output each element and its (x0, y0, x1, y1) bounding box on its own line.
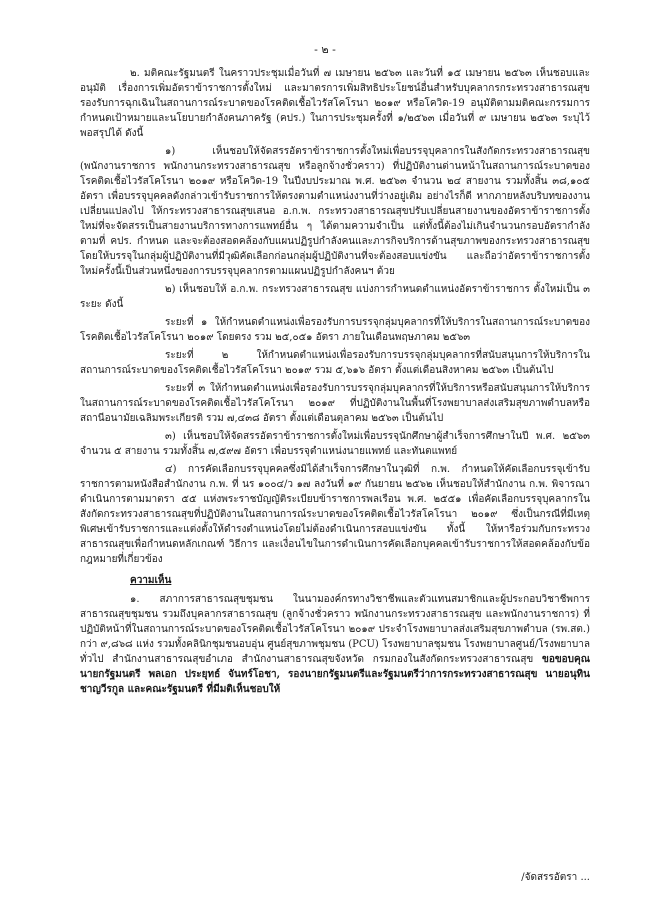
paragraph-list (80, 66, 590, 567)
opinion-text: ๑. สภาการสาธารณสุขชุมชน ในนามองค์กรทางวิชาชีพและตัวแทนสมาชิกและผู้ประกอบวิชาชีพการสาธารณสุขชุมชน รวมถึงบุคลากรสาธารณสุข (ลูกจ้างชั่วคราว พนักงานกระทรวงสาธารณสุข และพนักงานราชการ) ที่ปฏิบัติหน้าที่ในสถานการณ์ระบาดของโรคติดเชื้อไวรัสโคโรนา ๒๐๑๙ ประจำโรงพยาบาลส่งเสริมสุขภาพตำบล (รพ.สต.) กว่า ๙,๘๖๘ แห่ง รวมทั้งคลินิกชุมชนอบอุ่น ศูนย์สุขภาพชุมชน (PCU) โรงพยาบาลชุมชน โรงพยาบาลศูนย์/โรงพยาบาลทั่วไป สำนักงานสาธารณสุขอำเภอ สำนักงานสาธารณสุขจังหวัด กรมกองในสังกัดกระทรวงสาธารณสุข (80, 594, 590, 665)
paragraph: ๑) เห็นชอบให้จัดสรรอัตราข้าราชการตั้งใหม่เพื่อบรรจุบุคลากรในสังกัดกระทรวงสาธารณสุข (พนักงานราชการ พนักงานกระทรวงสาธารณสุข หรือลูกจ้างชั่วคราว) ที่ปฏิบัติงานด่านหน้าในสถานการณ์ระบาดของโรคติดเชื้อไวรัสโคโรนา ๒๐๑๙ หรือโควิด-19 ในปีงบประมาณ พ.ศ. ๒๕๖๓ จำนวน ๒๔ สายงาน รวมทั้งสิ้น ๓๘,๑๐๕ อัตรา เพื่อบรรจุบุคคลดังกล่าวเข้ารับราชการให้ตรงตามตำแหน่งงานที่ว่างอยู่เดิม อย่างไรก็ดี หากภายหลังบริบทของงานเปลี่ยนแปลงไป ให้กระทรวงสาธารณสุขเสนอ อ.ก.พ. กระทรวงสาธารณสุขปรับเปลี่ยนสายงานของอัตราข้าราชการตั้งใหม่ที่จะจัดสรรเป็นสายงานบริการทางการแพทย์อื่น ๆ ได้ตามความจำเป็น แต่ทั้งนี้ต้องไม่เกินจำนวนกรอบอัตรากำลังตามที่ คปร. กำหนด และจะต้องสอดคล้องกับแผนปฏิรูปกำลังคนและภารกิจบริการด้านสุขภาพของกระทรวงสาธารณสุข โดยให้บรรจุในกลุ่มผู้ปฏิบัติงานที่มีวุฒิคัดเลือกก่อนกลุ่มผู้ปฏิบัติงานที่จะต้องสอบแข่งขัน และถือว่าอัตราข้าราชการตั้งใหม่ครั้งนี้เป็นส่วนหนึ่งของการบรรจุบุคลากรตามแผนปฏิรูปกำลังคนฯ ด้วย (80, 146, 590, 277)
continuation-marker: /จัดสรรอัตรา ... (521, 872, 590, 883)
opinion-bold-text: ขอขอบคุณ นายกรัฐมนตรี พลเอก ประยุทธ์ จันทร์โอชา, รองนายกรัฐมนตรีและรัฐมนตรีว่าการกระทรวงสาธารณสุข นายอนุทิน ชาญวีรกูล และคณะรัฐมนตรี ที่มีมติเห็นชอบให้ (80, 654, 590, 695)
paragraph: ระยะที่ ๒ ให้กำหนดตำแหน่งเพื่อรองรับการบรรจุกลุ่มบุคลากรที่สนับสนุนการให้บริการในสถานการณ์ระบาดของโรคติดเชื้อไวรัสโคโรนา ๒๐๑๙ รวม ๕,๖๑๖ อัตรา ตั้งแต่เดือนสิงหาคม ๒๕๖๓ เป็นต้นไป (80, 350, 590, 376)
paragraph: ระยะที่ ๓ ให้กำหนดตำแหน่งเพื่อรองรับการบรรจุกลุ่มบุคลากรที่ให้บริการหรือสนับสนุนการให้บริการในสถานการณ์ระบาดของโรคติดเชื้อไวรัสโคโรนา ๒๐๑๙ ที่ปฏิบัติงานในพื้นที่โรงพยาบาลส่งเสริมสุขภาพตำบลหรือสถานีอนามัยเฉลิมพระเกียรติ รวม ๗,๔๓๘ อัตรา ตั้งแต่เดือนตุลาคม ๒๕๖๓ เป็นต้นไป (80, 383, 590, 424)
paragraph: ๒) เห็นชอบให้ อ.ก.พ. กระทรวงสาธารณสุข แบ่งการกำหนดตำแหน่งอัตราข้าราชการ ตั้งใหม่เป็น ๓ ระยะ ดังนี้ (80, 284, 590, 310)
paragraph: ๒. มติคณะรัฐมนตรี ในคราวประชุมเมื่อวันที่ ๗ เมษายน ๒๕๖๓ และวันที่ ๑๕ เมษายน ๒๕๖๓ เห็นชอบและอนุมัติ เรื่องการเพิ่มอัตราข้าราชการตั้งใหม่ และมาตรการเพิ่มสิทธิประโยชน์อื่นสำหรับบุคลากรกระทรวงสาธารณสุขรองรับการฉุกเฉินในสถานการณ์ระบาดของโรคติดเชื้อไวรัสโคโรนา ๒๐๑๙ หรือโควิด-19 อนุมัติตามมติคณะกรรมการกำหนดเป้าหมายและนโยบายกำลังคนภาครัฐ (คปร.) ในการประชุมครั้งที่ ๑/๒๕๖๓ เมื่อวันที่ ๙ เมษายน ๒๕๖๓ ระบุไว้พอสรุปได้ ดังนี้ (80, 68, 590, 139)
page-number: - ๒ - (314, 43, 336, 56)
section-heading: ความเห็น (130, 575, 172, 586)
paragraph: ๔) การคัดเลือกบรรจุบุคคลซึ่งมิได้สำเร็จการศึกษาในวุฒิที่ ก.พ. กำหนดให้คัดเลือกบรรจุเข้ารับราชการตามหนังสือสำนักงาน ก.พ. ที่ นร ๑๐๐๔/ว ๑๗ ลงวันที่ ๑๙ กันยายน ๒๕๖๒ เห็นชอบให้สำนักงาน ก.พ. พิจารณาดำเนินการตามมาตรา ๕๕ แห่งพระราชบัญญัติระเบียบข้าราชการพลเรือน พ.ศ. ๒๕๕๑ เพื่อคัดเลือกบรรจุบุคลากรในสังกัดกระทรวงสาธารณสุขที่ปฏิบัติงานในสถานการณ์ระบาดของโรคติดเชื้อไวรัสโคโรนา ๒๐๑๙ ซึ่งเป็นกรณีที่มีเหตุพิเศษเข้ารับราชการและแต่งตั้งให้ดำรงตำแหน่งโดยไม่ต้องดำเนินการสอบแข่งขัน ทั้งนี้ ให้หารือร่วมกับกระทรวงสาธารณสุขเพื่อกำหนดหลักเกณฑ์ วิธีการ และเงื่อนไขในการดำเนินการคัดเลือกบุคคลเข้ารับราชการให้สอดคล้องกับข้อกฎหมายที่เกี่ยวข้อง (80, 464, 590, 565)
paragraph: ระยะที่ ๑ ให้กำหนดตำแหน่งเพื่อรองรับการบรรจุกลุ่มบุคลากรที่ให้บริการในสถานการณ์ระบาดของโรคติดเชื้อไวรัสโคโรนา ๒๐๑๙ โดยตรง รวม ๒๕,๐๕๑ อัตรา ภายในเดือนพฤษภาคม ๒๕๖๓ (80, 317, 590, 343)
opinion-paragraph (80, 592, 590, 697)
paragraph: ๓) เห็นชอบให้จัดสรรอัตราข้าราชการตั้งใหม่เพื่อบรรจุนักศึกษาผู้สำเร็จการศึกษาในปี พ.ศ. ๒๕๖๓ จำนวน ๕ สายงาน รวมทั้งสิ้น ๗,๕๙๗ อัตรา เพื่อบรรจุตำแหน่งนายแพทย์ และทันตแพทย์ (80, 431, 590, 457)
document-body (80, 66, 590, 700)
